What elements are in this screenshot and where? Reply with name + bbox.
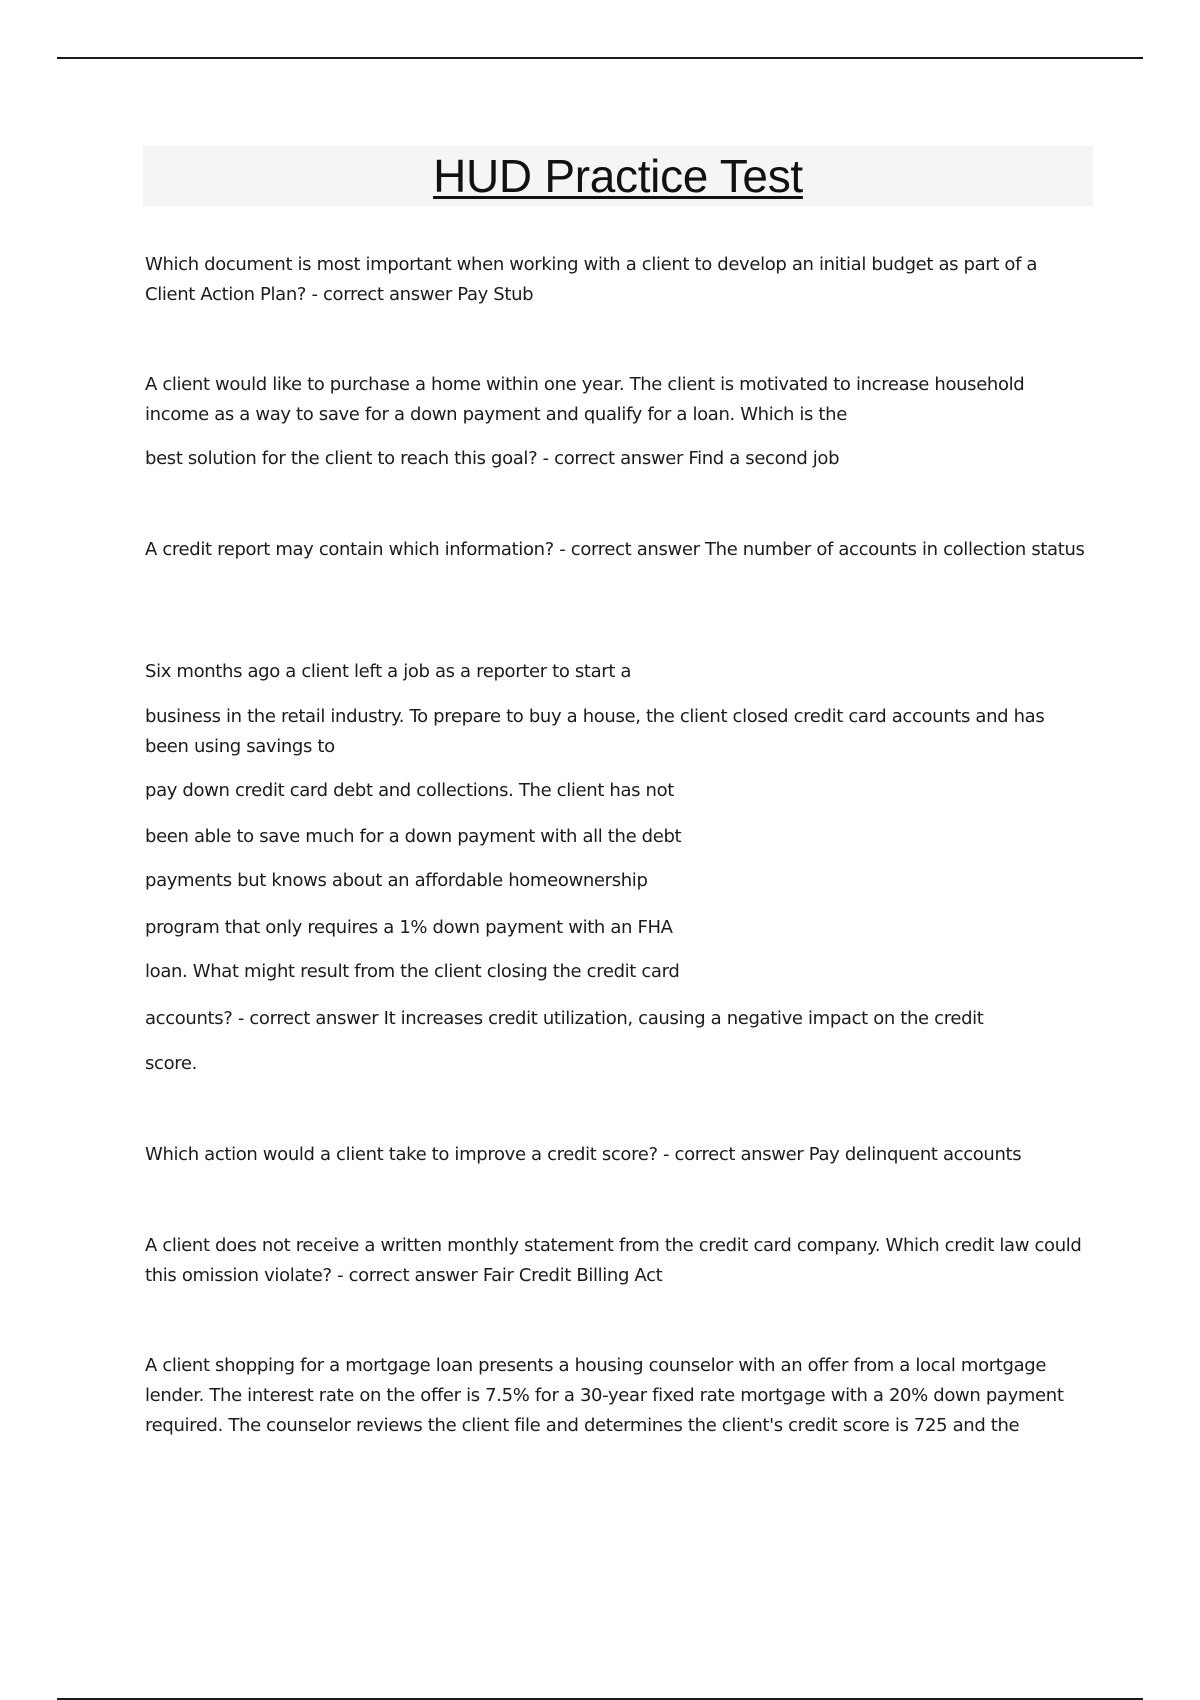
question-1: Which document is most important when working with a client to develop an initial budget as part of a Client Action Plan? - correct answer Pay Stub: [145, 254, 1038, 305]
question-3: A credit report may contain which information? - correct answer The number of accounts in collection status: [145, 539, 1085, 560]
page-title: HUD Practice Test: [433, 150, 803, 202]
question-4-line-4: been able to save much for a down payment with all the debt: [145, 826, 682, 847]
question-2-part-2: best solution for the client to reach this goal? - correct answer Find a second job: [145, 448, 840, 469]
question-5: Which action would a client take to improve a credit score? - correct answer Pay delinquent accounts: [145, 1144, 1022, 1165]
top-rule: [57, 57, 1143, 59]
question-7: A client shopping for a mortgage loan presents a housing counselor with an offer from a local mortgage lender. The interest rate on the offer is 7.5% for a 30-year fixed rate mortgage with a 20% down payment required. The counselor reviews the client file and determines the client's credit score is 725 and the: [145, 1355, 1064, 1436]
question-6: A client does not receive a written monthly statement from the credit card company. Which credit law could this omission violate? - correct answer Fair Credit Billing Act: [145, 1235, 1082, 1286]
question-4-line-2: business in the retail industry. To prepare to buy a house, the client closed credit card accounts and has been using savings to: [145, 706, 1045, 757]
question-2-part-1: A client would like to purchase a home within one year. The client is motivated to increase household income as a way to save for a down payment and qualify for a loan. Which is the: [145, 374, 1025, 425]
question-4-line-7: loan. What might result from the client closing the credit card: [145, 961, 680, 982]
question-4-line-6: program that only requires a 1% down payment with an FHA: [145, 917, 673, 938]
question-4-line-1: Six months ago a client left a job as a reporter to start a: [145, 661, 632, 682]
title-band: [143, 146, 1093, 206]
question-4-line-8: accounts? - correct answer It increases credit utilization, causing a negative impact on the credit: [145, 1008, 984, 1029]
question-4-line-3: pay down credit card debt and collections. The client has not: [145, 780, 674, 801]
question-4-line-9: score.: [145, 1053, 197, 1074]
question-4-line-5: payments but knows about an affordable homeownership: [145, 870, 648, 891]
